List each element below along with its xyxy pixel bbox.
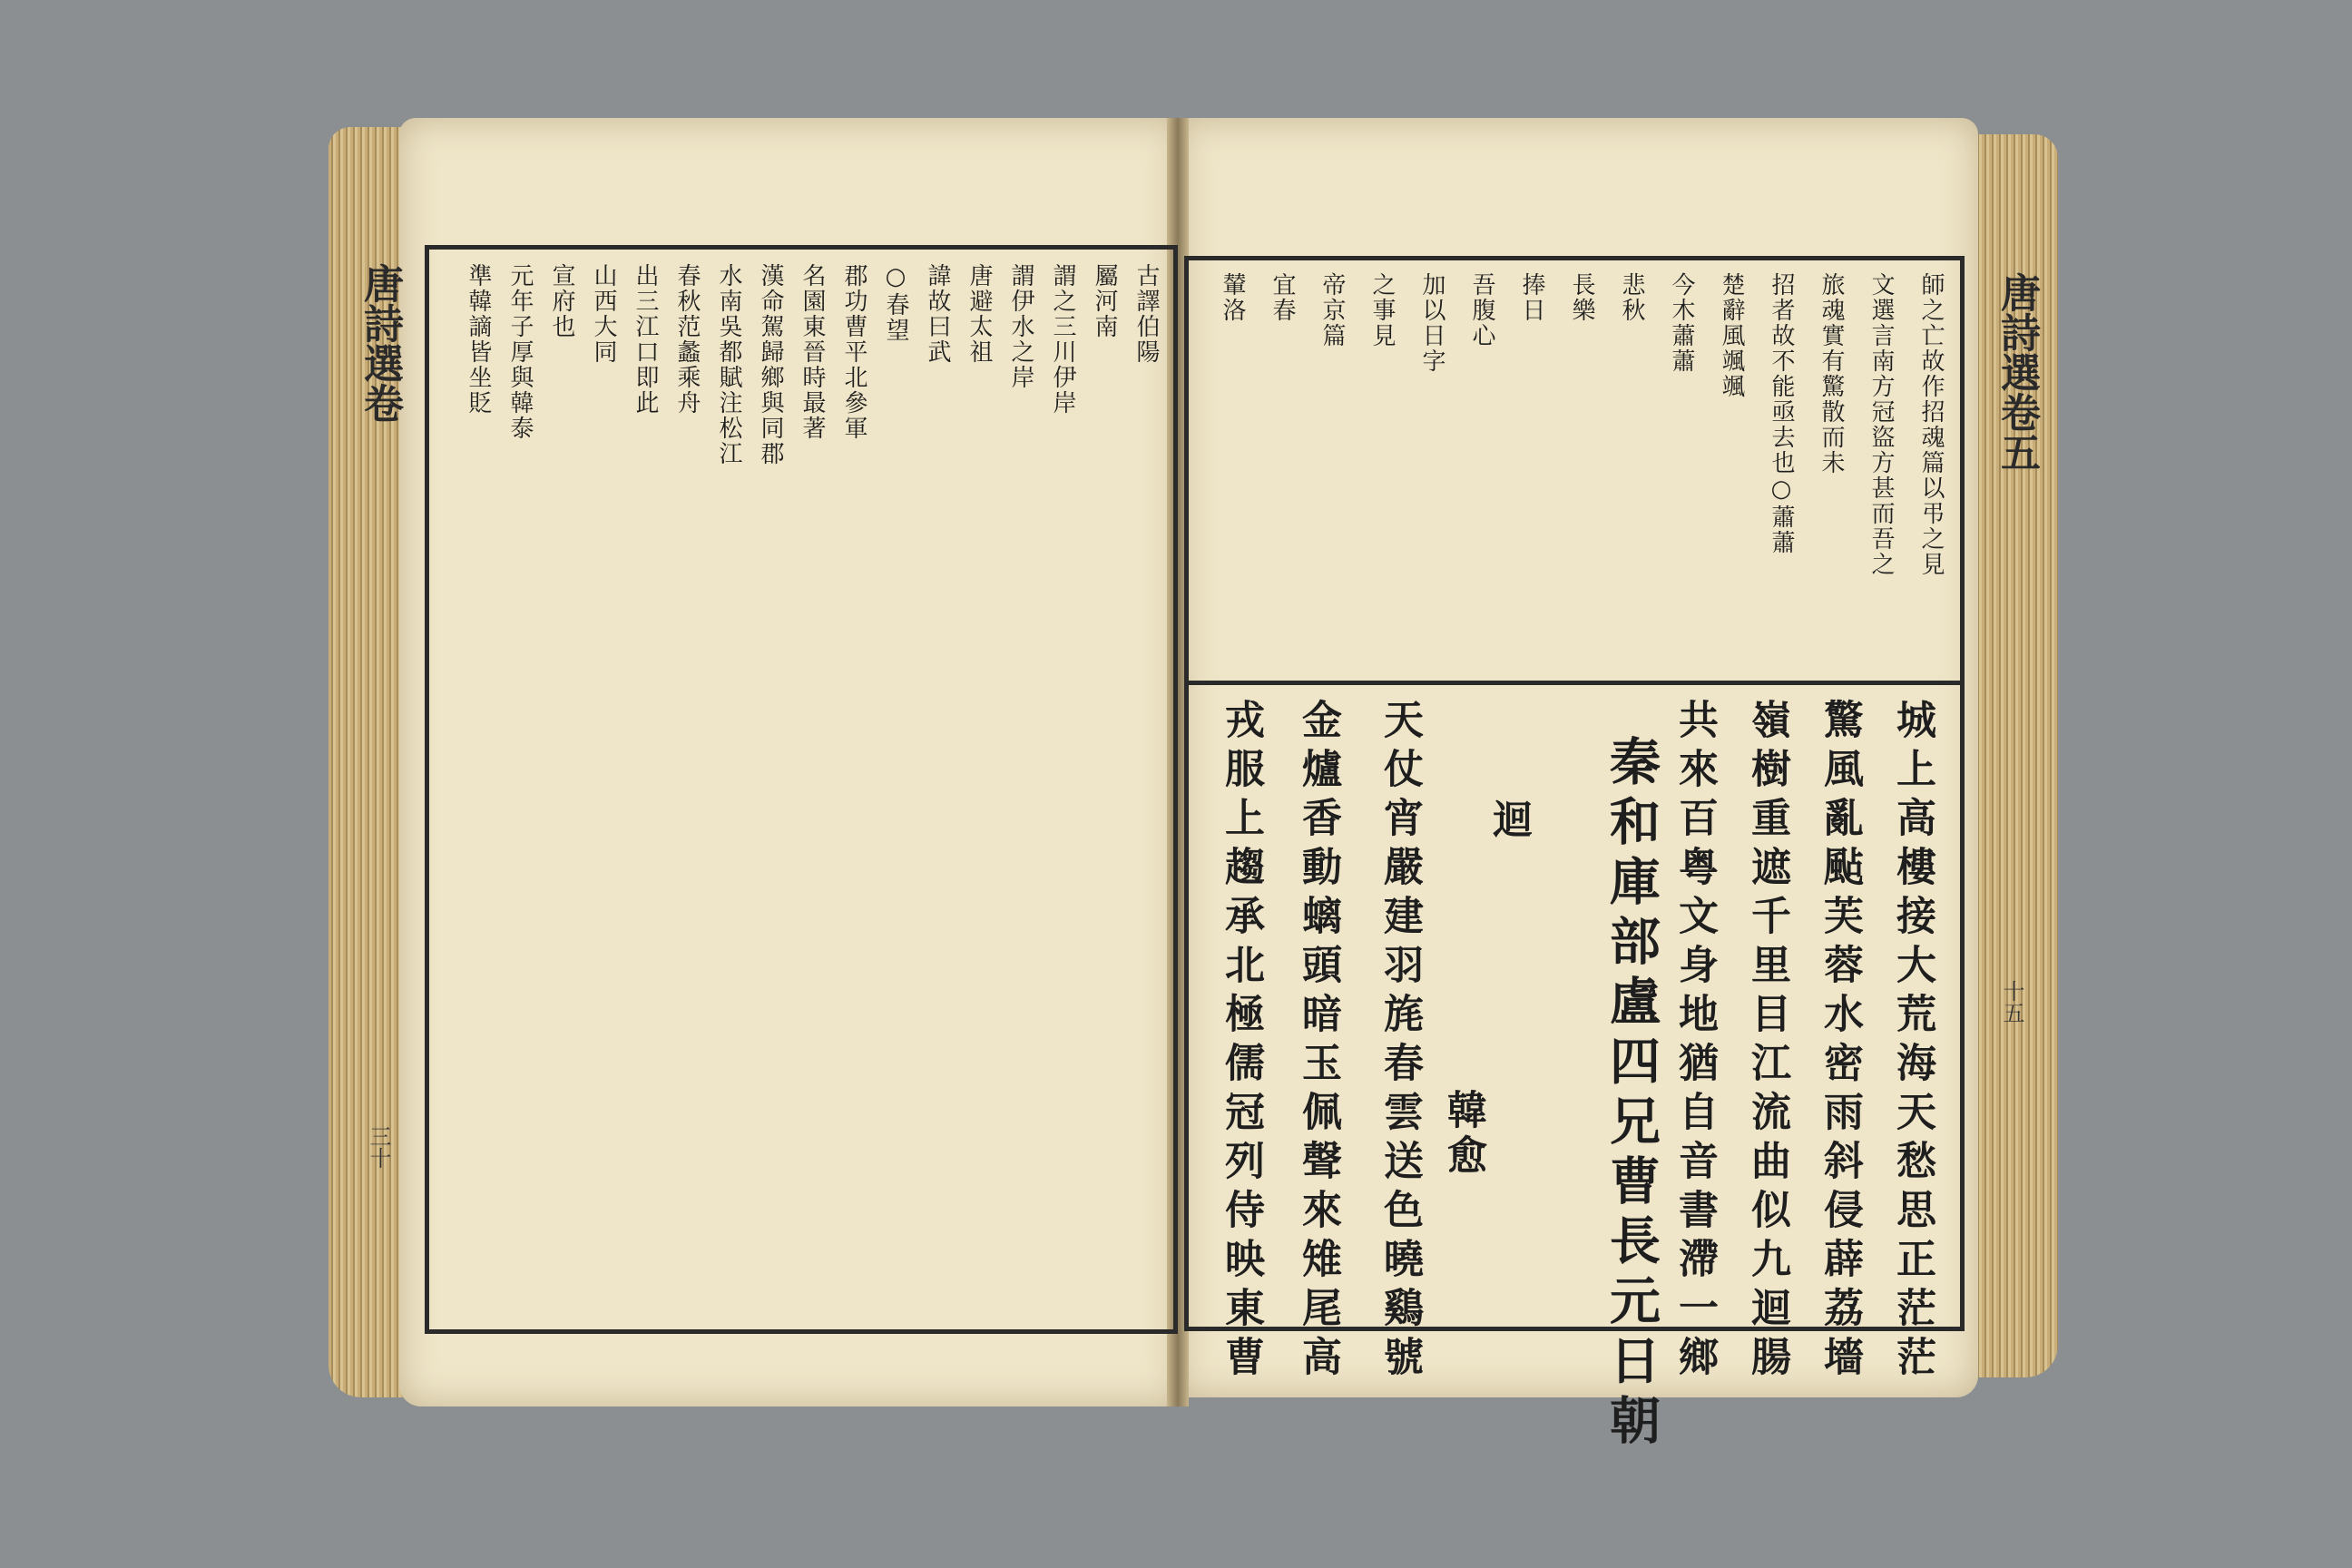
commentary-column: 今木蕭蕭 (1668, 272, 1695, 374)
left-page-column: 準韓謫皆坐貶 (465, 263, 492, 416)
commentary-column: 之事見 (1368, 272, 1396, 348)
commentary-column: 宜春 (1269, 272, 1296, 323)
poem-line: 迴 (1485, 799, 1532, 844)
left-page-column: 謂之三川伊岸 (1049, 263, 1076, 416)
poem-line: 秦和庫部盧四兄曹長元日朝 (1602, 735, 1661, 1454)
left-page-column: 名園東晉時最著 (799, 263, 826, 441)
right-margin-page-number: 十五 (1999, 980, 2024, 1024)
left-page-column: 宣府也 (548, 263, 575, 339)
left-page-column: 古譯伯陽 (1132, 263, 1160, 365)
left-page-column: 屬河南 (1091, 263, 1118, 339)
commentary-column: 捧日 (1518, 272, 1545, 323)
left-page-column: 漢命駕歸鄉與同郡 (757, 263, 784, 466)
commentary-column: 文選言南方冠盜方甚而吾之 (1867, 272, 1895, 577)
commentary-column: 師之亡故作招魂篇以弔之見 (1917, 272, 1945, 577)
poem-line: 金爐香動螭頭暗玉佩聲來雉尾高 (1295, 699, 1341, 1385)
poem-line: 韓愈 (1440, 1089, 1486, 1180)
left-page-column: ○春望 (882, 263, 909, 343)
poem-line: 驚風亂颭芙蓉水密雨斜侵薜荔墻 (1817, 699, 1863, 1385)
left-page-column: 諱故曰武 (924, 263, 951, 365)
left-page-column: 謂伊水之岸 (1007, 263, 1034, 390)
commentary-column: 輦洛 (1219, 272, 1246, 323)
right-running-title: 唐詩選卷五 (1994, 272, 2040, 472)
left-margin-page-number: 三十 (366, 1125, 391, 1169)
commentary-column: 悲秋 (1618, 272, 1645, 323)
commentary-column: 旅魂實有驚散而未 (1818, 272, 1845, 475)
poem-line: 天仗宵嚴建羽旄春雲送色曉鷄號 (1377, 699, 1423, 1385)
commentary-column: 招者故不能亟去也○蕭蕭 (1768, 272, 1795, 555)
poem-line: 城上高樓接大荒海天愁思正茫茫 (1889, 699, 1936, 1385)
poem-line: 戎服上趨承北極儒冠列侍映東曹 (1218, 699, 1264, 1385)
commentary-column: 加以日字 (1418, 272, 1446, 374)
poem-line: 共來百粤文身地猶自音書滯一鄉 (1671, 699, 1718, 1385)
left-running-title: 唐詩選卷 (357, 263, 403, 423)
left-page-column: 郡功曹平北參軍 (840, 263, 867, 441)
left-page-column: 元年子厚與韓泰 (506, 263, 534, 441)
poem-line: 嶺樹重遮千里目江流曲似九迴腸 (1744, 699, 1790, 1385)
right-page-divider (1184, 681, 1960, 685)
commentary-column: 帝京篇 (1318, 272, 1346, 348)
commentary-column: 楚辭風颯颯 (1718, 272, 1745, 399)
left-page-column: 水南吳都賦注松江 (715, 263, 742, 466)
commentary-column: 長樂 (1568, 272, 1595, 323)
left-page-column: 春秋范蠡乘舟 (673, 263, 701, 416)
left-page-column: 山西大同 (590, 263, 617, 365)
left-page-column: 唐避太祖 (965, 263, 993, 365)
commentary-column: 吾腹心 (1468, 272, 1495, 348)
left-page-column: 出三江口即此 (632, 263, 659, 416)
